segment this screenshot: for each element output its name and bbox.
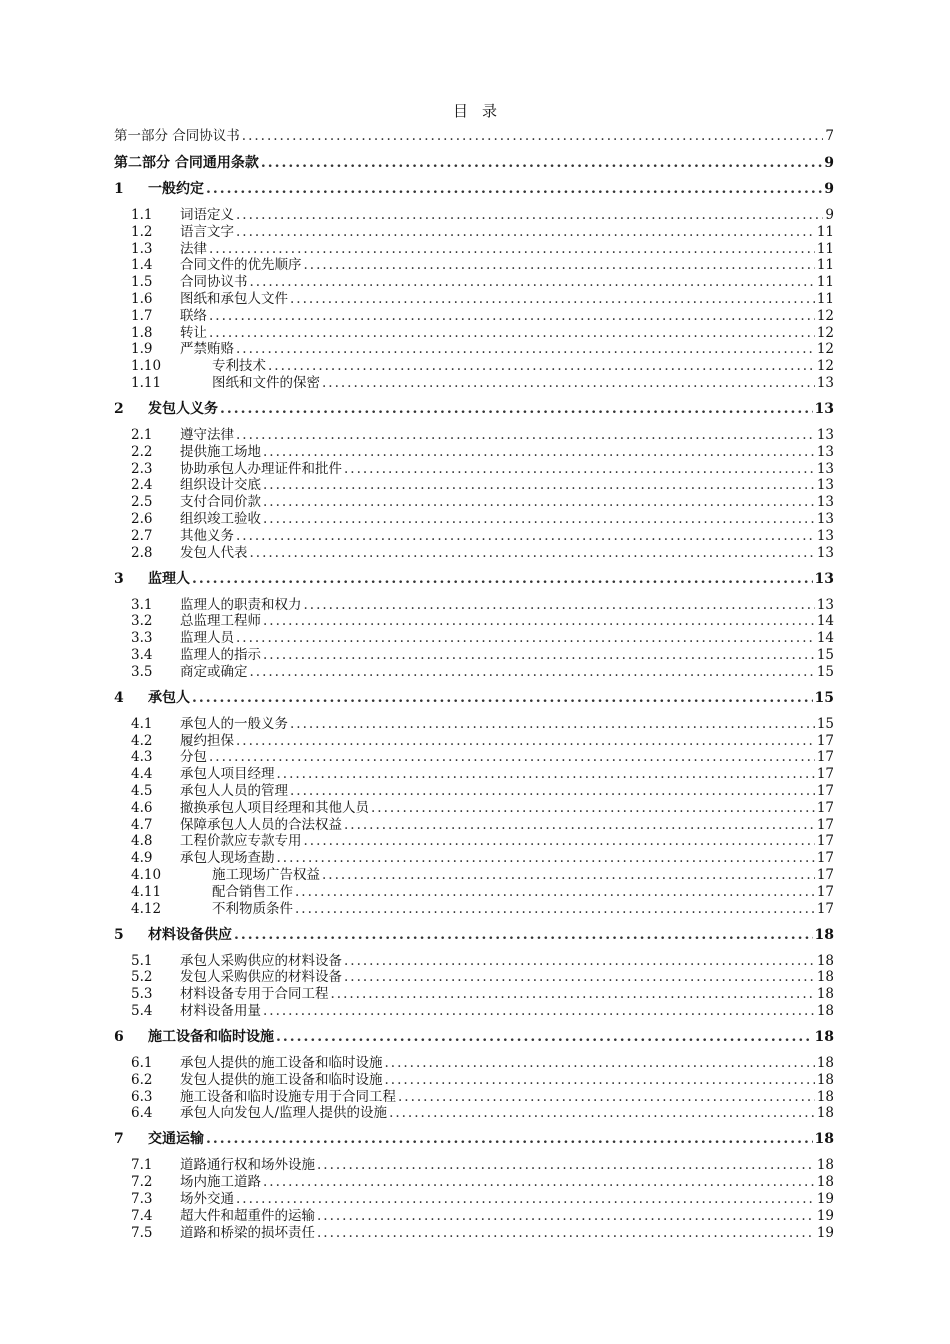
toc-entry-label: 第二部分 合同通用条款 [114,155,259,171]
toc-entry-page-number: 13 [816,494,834,511]
toc-dot-leader [236,1191,815,1208]
toc-entry-page-number: 12 [816,307,834,324]
toc-dot-leader [398,1089,815,1106]
toc-entry-number: 1.1 [131,207,153,223]
toc-dot-leader [250,274,815,291]
toc-entry-number: 1.5 [131,274,153,291]
toc-dot-leader [236,207,823,224]
toc-entry-page-number: 9 [825,207,834,223]
toc-entry-label: 一般约定 [148,181,204,197]
toc-entry-label: 承包人 [148,689,190,706]
toc-entry-number: 7 [114,1131,124,1148]
toc-entry-page-number: 11 [816,240,834,257]
toc-entry-number: 2.3 [131,460,153,477]
toc-entry-number: 1.4 [131,257,153,274]
toc-entry-number: 2.2 [131,443,153,460]
toc-entry[interactable] [114,427,834,444]
toc-entry-page-number: 15 [816,663,834,680]
toc-entry-page-number: 17 [816,867,834,883]
toc-entry[interactable] [114,1225,834,1242]
toc-entry-number: 1.10 [131,358,162,375]
toc-dot-leader [317,1157,815,1174]
toc-entry-number: 2.4 [131,477,153,494]
toc-entry-page-number: 14 [816,630,834,647]
toc-entry-label: 道路通行权和场外设施 [180,1157,315,1174]
toc-entry[interactable] [114,690,834,707]
toc-entry-page-number: 13 [816,460,834,477]
toc-entry-page-number: 18 [814,1131,834,1148]
toc-entry[interactable] [114,800,834,817]
toc-entry-label: 图纸和承包人文件 [180,291,288,307]
toc-entry-page-number: 19 [816,1224,834,1241]
toc-entry-page-number: 17 [816,883,834,900]
toc-entry-label: 提供施工场地 [180,443,261,460]
toc-entry[interactable] [114,155,834,172]
toc-entry-page-number: 13 [816,427,834,443]
toc-entry-label: 材料设备供应 [148,926,232,943]
toc-entry-page-number: 18 [816,1105,834,1122]
toc-entry-label: 分包 [180,749,207,766]
toc-entry[interactable] [114,1105,834,1122]
toc-dot-leader [192,690,813,707]
toc-entry-number: 3.5 [131,663,153,680]
toc-entry[interactable] [114,128,834,145]
toc-entry-number: 2.7 [131,527,153,544]
toc-entry-label: 组织竣工验收 [180,511,261,527]
toc-entry[interactable] [114,401,834,418]
toc-entry-label: 保障承包人人员的合法权益 [180,816,342,833]
toc-dot-leader [236,341,815,358]
toc-dot-leader [236,224,815,241]
toc-entry-label: 发包人采购供应的材料设备 [180,969,342,986]
toc-dot-leader [389,1105,815,1122]
toc-entry-label: 词语定义 [180,207,234,223]
toc-entry-label: 其他义务 [180,527,234,544]
toc-dot-leader [263,477,815,494]
toc-entry-number: 6.4 [131,1105,153,1122]
toc-entry-number: 6.2 [131,1071,153,1088]
toc-entry[interactable] [114,1208,834,1225]
toc-entry-number: 2.5 [131,494,153,511]
toc-entry-page-number: 18 [816,1003,834,1019]
toc-dot-leader [295,901,815,918]
toc-entry-label: 严禁贿赂 [180,341,234,358]
toc-entry-number: 1.3 [131,240,153,257]
toc-dot-leader [234,927,813,944]
toc-dot-leader [263,511,815,528]
toc-entry-number: 6 [114,1029,124,1045]
toc-entry-label: 转让 [180,324,207,341]
toc-entry-page-number: 17 [816,766,834,783]
toc-dot-leader [331,986,815,1003]
toc-entry[interactable] [114,664,834,681]
toc-entry-page-number: 18 [816,1174,834,1191]
toc-dot-leader [209,749,815,766]
toc-entry-number: 4.1 [131,715,153,732]
toc-entry-page-number: 15 [816,647,834,663]
toc-dot-leader [371,800,815,817]
toc-entry[interactable] [114,1089,834,1106]
toc-entry-number: 2.6 [131,511,153,527]
toc-entry-label: 承包人项目经理 [180,766,275,783]
toc-dot-leader [385,1072,815,1089]
toc-entry[interactable] [114,733,834,750]
toc-entry[interactable] [114,494,834,511]
toc-entry-page-number: 11 [816,274,834,291]
toc-dot-leader [206,181,822,198]
toc-entry-number: 4 [114,689,124,706]
toc-dot-leader [268,358,815,375]
toc-entry[interactable] [114,528,834,545]
toc-entry-number: 2.1 [131,427,153,443]
toc-entry-label: 材料设备专用于合同工程 [180,986,329,1003]
toc-entry-page-number: 18 [814,1029,834,1045]
toc-entry-number: 3 [114,570,124,587]
toc-entry-number: 4.9 [131,850,153,867]
toc-entry-label: 监理人 [148,570,190,587]
toc-entry-label: 场外交通 [180,1191,234,1207]
toc-entry-page-number: 13 [816,477,834,494]
toc-entry-number: 7.5 [131,1224,153,1241]
toc-entry[interactable] [114,953,834,970]
toc-dot-leader [263,1174,815,1191]
toc-entry-label: 监理人的指示 [180,647,261,663]
toc-entry-number: 5.4 [131,1003,153,1019]
toc-entry-page-number: 13 [816,375,834,391]
toc-entry-page-number: 15 [816,715,834,732]
toc-entry-number: 4.3 [131,749,153,766]
toc-title: 目录 [452,102,511,120]
toc-entry-number: 7.4 [131,1207,153,1224]
toc-entry[interactable] [114,545,834,562]
toc-entry-number: 7.1 [131,1157,153,1174]
toc-entry-number: 4.10 [131,867,162,883]
toc-dot-leader [236,733,815,750]
toc-entry-label: 承包人采购供应的材料设备 [180,952,342,969]
toc-dot-leader [263,444,815,461]
toc-entry-page-number: 17 [816,850,834,867]
toc-entry-page-number: 7 [825,128,834,144]
toc-entry-label: 工程价款应专款专用 [180,833,302,850]
toc-entry-number: 5 [114,926,124,943]
toc-entry[interactable] [114,224,834,241]
toc-entry-number: 6.3 [131,1088,153,1105]
toc-entry[interactable] [114,1003,834,1020]
toc-entry-label: 交通运输 [148,1131,204,1148]
toc-entry[interactable] [114,444,834,461]
toc-entry-label: 承包人提供的施工设备和临时设施 [180,1055,383,1071]
toc-entry[interactable] [114,716,834,733]
toc-entry[interactable] [114,291,834,308]
toc-entry-page-number: 13 [814,570,834,587]
toc-entry-page-number: 11 [816,223,834,240]
toc-entry-page-number: 18 [816,1157,834,1174]
toc-dot-leader [209,325,815,342]
toc-entry[interactable] [114,927,834,944]
toc-entry-page-number: 18 [816,1088,834,1105]
toc-entry-label: 不利物质条件 [212,900,293,917]
toc-entry[interactable] [114,647,834,664]
toc-entry-page-number: 13 [816,544,834,561]
toc-entry-page-number: 14 [816,613,834,630]
toc-entry-label: 监理人的职责和权力 [180,596,302,613]
toc-entry[interactable] [114,511,834,528]
toc-entry-page-number: 18 [816,969,834,986]
toc-entry[interactable] [114,833,834,850]
toc-entry-label: 承包人现场查勘 [180,850,275,867]
toc-dot-leader [290,291,815,308]
toc-entry-page-number: 9 [824,155,834,171]
toc-entry-number: 3.1 [131,596,153,613]
toc-entry[interactable] [114,749,834,766]
toc-dot-leader [236,528,815,545]
toc-entry-number: 3.4 [131,647,153,663]
toc-entry[interactable] [114,325,834,342]
toc-entry-number: 4.12 [131,900,162,917]
toc-entry-label: 组织设计交底 [180,477,261,494]
toc-entry[interactable] [114,969,834,986]
toc-entry-page-number: 11 [816,257,834,274]
toc-entry-number: 4.2 [131,732,153,749]
toc-entry-page-number: 18 [816,1071,834,1088]
toc-dot-leader [236,630,815,647]
toc-entry[interactable] [114,867,834,884]
toc-entry-number: 1.2 [131,223,153,240]
toc-entry-number: 4.6 [131,799,153,816]
toc-entry[interactable] [114,884,834,901]
toc-dot-leader [290,716,815,733]
toc-entry-label: 撤换承包人项目经理和其他人员 [180,799,369,816]
toc-entry-label: 发包人义务 [148,401,218,417]
toc-entry-label: 发包人提供的施工设备和临时设施 [180,1071,383,1088]
toc-entry-page-number: 19 [816,1191,834,1207]
toc-entry[interactable] [114,1029,834,1046]
toc-entry[interactable] [114,477,834,494]
toc-dot-leader [295,884,815,901]
toc-entry[interactable] [114,181,834,198]
toc-dot-leader [242,128,824,145]
toc-entry-number: 1.8 [131,324,153,341]
toc-dot-leader [263,494,815,511]
toc-entry-page-number: 17 [816,900,834,917]
toc-entry-label: 施工设备和临时设施专用于合同工程 [180,1088,396,1105]
toc-entry[interactable] [114,986,834,1003]
toc-entry[interactable] [114,783,834,800]
toc-dot-leader [277,766,815,783]
toc-dot-leader [322,375,815,392]
toc-entry[interactable] [114,341,834,358]
toc-entry[interactable] [114,358,834,375]
toc-dot-leader [263,1003,815,1020]
toc-dot-leader [317,1225,815,1242]
toc-entry-label: 承包人的一般义务 [180,715,288,732]
toc-entry-number: 7.2 [131,1174,153,1191]
toc-dot-leader [322,867,815,884]
toc-entry-number: 5.2 [131,969,153,986]
toc-dot-leader [277,850,815,867]
toc-entry-page-number: 13 [816,527,834,544]
toc-entry-number: 2 [114,401,124,417]
toc-entry-page-number: 17 [816,833,834,850]
toc-dot-leader [236,427,815,444]
toc-entry-label: 施工现场广告权益 [212,867,320,883]
toc-entry-page-number: 17 [816,783,834,799]
toc-entry-label: 履约担保 [180,732,234,749]
toc-entry-number: 5.1 [131,952,153,969]
toc-entry-number: 4.5 [131,783,153,799]
toc-entry-number: 1.6 [131,291,153,307]
toc-entry-number: 2.8 [131,544,153,561]
toc-entry-label: 承包人人员的管理 [180,783,288,799]
toc-entry[interactable] [114,766,834,783]
toc-dot-leader [304,597,815,614]
toc-dot-leader [385,1055,815,1072]
toc-dot-leader [263,613,815,630]
toc-dot-leader [192,571,813,588]
toc-entry-number: 1.9 [131,341,153,358]
toc-entry-page-number: 17 [816,816,834,833]
toc-entry-label: 联络 [180,307,207,324]
toc-entry-page-number: 12 [816,358,834,375]
toc-dot-leader [209,308,815,325]
toc-entry-label: 场内施工道路 [180,1174,261,1191]
toc-entry[interactable] [114,571,834,588]
toc-entry[interactable] [114,1174,834,1191]
toc-entry-label: 发包人代表 [180,544,248,561]
toc-entry-label: 商定或确定 [180,663,248,680]
toc-entry-number: 1.11 [131,375,162,391]
toc-entry-label: 语言文字 [180,223,234,240]
toc-entry-page-number: 13 [816,596,834,613]
toc-entry-label: 合同文件的优先顺序 [180,257,302,274]
toc-entry-label: 超大件和超重件的运输 [180,1207,315,1224]
toc-entry-page-number: 9 [824,181,834,197]
toc-dot-leader [209,241,815,258]
toc-dot-leader [344,817,815,834]
toc-entry-label: 第一部分 合同协议书 [114,128,240,144]
toc-entry-label: 图纸和文件的保密 [212,375,320,391]
toc-dot-leader [250,545,815,562]
toc-entry-page-number: 13 [816,511,834,527]
toc-dot-leader [317,1208,815,1225]
toc-dot-leader [304,257,815,274]
toc-dot-leader [250,664,815,681]
toc-entry[interactable] [114,1157,834,1174]
toc-entry-page-number: 18 [816,1055,834,1071]
toc-dot-leader [290,783,815,800]
toc-entry[interactable] [114,461,834,478]
toc-entry-label: 道路和桥梁的损坏责任 [180,1224,315,1241]
toc-entry-label: 遵守法律 [180,427,234,443]
toc-entry-number: 1.7 [131,307,153,324]
toc-entry-page-number: 12 [816,324,834,341]
toc-entry-page-number: 17 [816,732,834,749]
toc-entry-label: 法律 [180,240,207,257]
toc-entry[interactable] [114,1072,834,1089]
toc-entry-page-number: 18 [816,986,834,1003]
toc-entry-page-number: 17 [816,749,834,766]
toc-entry-page-number: 11 [816,291,834,307]
toc-entry[interactable] [114,630,834,647]
toc-entry[interactable] [114,1055,834,1072]
toc-entry[interactable] [114,1131,834,1148]
toc-entry[interactable] [114,257,834,274]
toc-entry[interactable] [114,850,834,867]
toc-entry-page-number: 13 [814,401,834,417]
toc-entry-label: 施工设备和临时设施 [148,1029,274,1045]
toc-dot-leader [344,953,815,970]
toc-entry-page-number: 13 [816,443,834,460]
toc-dot-leader [220,401,813,418]
toc-entry-number: 3.3 [131,630,153,647]
toc-entry-number: 4.7 [131,816,153,833]
toc-entry-page-number: 19 [816,1207,834,1224]
toc-entry[interactable] [114,1191,834,1208]
toc-entry-number: 7.3 [131,1191,153,1207]
toc-entry-label: 配合销售工作 [212,883,293,900]
toc-entry-label: 材料设备用量 [180,1003,261,1019]
toc-entry-page-number: 15 [814,689,834,706]
toc-entry-label: 协助承包人办理证件和批件 [180,460,342,477]
toc-entry[interactable] [114,597,834,614]
toc-entry-number: 3.2 [131,613,153,630]
toc-entry[interactable] [114,241,834,258]
toc-dot-leader [261,155,822,172]
toc-entry-page-number: 17 [816,799,834,816]
toc-dot-leader [206,1131,813,1148]
toc-dot-leader [344,969,815,986]
toc-dot-leader [344,461,815,478]
toc-dot-leader [276,1029,813,1046]
toc-entry[interactable] [114,375,834,392]
toc-entry-label: 合同协议书 [180,274,248,291]
toc-entry[interactable] [114,274,834,291]
toc-entry-label: 支付合同价款 [180,494,261,511]
toc-entry-label: 总监理工程师 [180,613,261,630]
toc-entry[interactable] [114,817,834,834]
toc-entry[interactable] [114,308,834,325]
toc-entry-label: 承包人向发包人/监理人提供的设施 [180,1105,388,1122]
toc-entry[interactable] [114,613,834,630]
toc-entry-number: 4.11 [131,883,162,900]
toc-entry-label: 专利技术 [212,358,266,375]
toc-entry-number: 6.1 [131,1055,153,1071]
toc-entry[interactable] [114,207,834,224]
toc-entry-page-number: 18 [814,926,834,943]
toc-entry-page-number: 18 [816,952,834,969]
toc-entry-number: 5.3 [131,986,153,1003]
toc-dot-leader [263,647,815,664]
toc-dot-leader [304,833,815,850]
toc-entry[interactable] [114,901,834,918]
toc-entry-number: 4.8 [131,833,153,850]
toc-entry-page-number: 12 [816,341,834,358]
toc-entry-label: 监理人员 [180,630,234,647]
toc-entry-number: 4.4 [131,766,153,783]
toc-entry-number: 1 [114,181,124,197]
